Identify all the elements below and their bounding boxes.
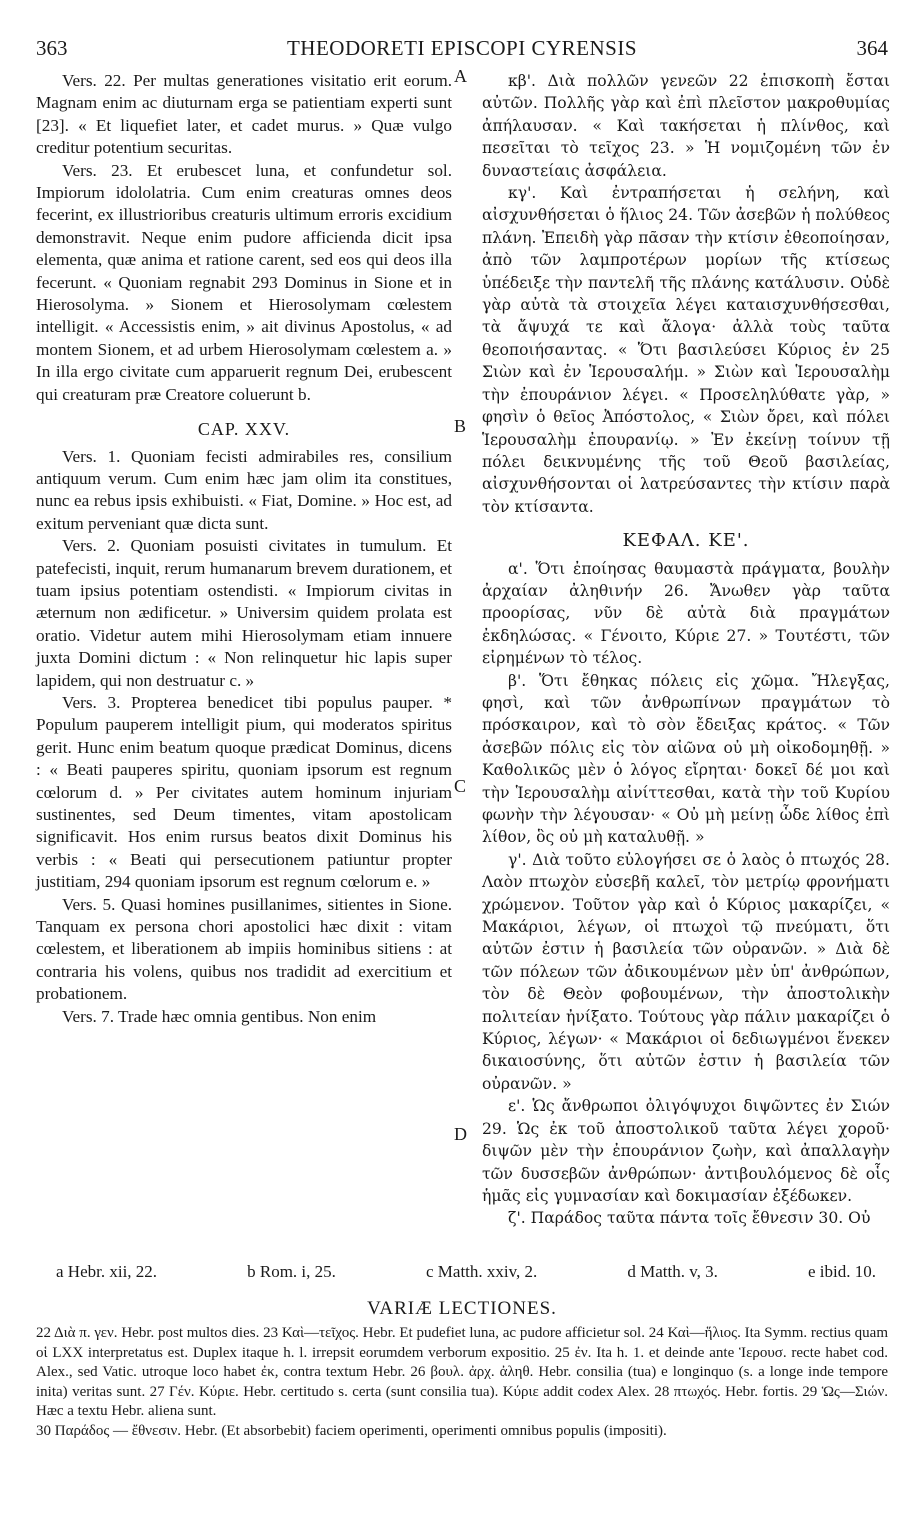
latin-paragraph: Vers. 1. Quoniam fecisti admirabiles res, consilium antiquum verum. Cum enim hæc jam olim ita constitues, nunc ea rebus ipsis exhibuisti. « Fiat, Domine. » Hoc est, ad exitum perveniant quæ dicta sunt.	[36, 446, 452, 533]
chapter-heading-latin: CAP. XXV.	[197, 419, 291, 440]
latin-column	[36, 70, 452, 1028]
page-header	[36, 36, 888, 64]
margin-letter: A	[454, 66, 467, 86]
latin-paragraph: Vers. 5. Quasi homines pusillanimes, sitientes in Sione. Tanquam ex persona chori apostolici hæc dixit : vitam cœlestem, et liberationem ab impiis hominibus sitiens : at contraria his volens, quibus nos tradidit ad exercitium et probationem.	[36, 894, 452, 1004]
running-title: THEODORETI EPISCOPI CYRENSIS	[286, 36, 638, 60]
latin-paragraph: Vers. 2. Quoniam posuisti civitates in tumulum. Et patefecisti, inquit, rerum humanarum brevem durationem, et tuam ipsius potentiam ostendisti. « Impiorum civitas in æternum non ædificetur. » Universim quidem prolata est oratio. Videtur autem mihi Hierosolymam etiam innuere juxta Domini dictum : « Non relinquetur hic lapis super lapidem, qui non destruatur c. »	[36, 536, 452, 690]
greek-paragraph: γ'. Διὰ τοῦτο εὐλογήσει σε ὁ λαὸς ὁ πτωχός 28. Λαὸν πτωχὸν εὐσεβῆ καλεῖ, τὸν μετρίῳ φρονήματι χρώμενον. Τοῦτον γὰρ καὶ ὁ Κύριος μακαρίζει, « Μακάριοι, λέγων, οἱ πτωχοὶ τῷ πνεύματι, ὅτι αὐτῶν ἐστιν ἡ βασιλεία τῶν οὐρανῶν. » Διὰ δὲ τῶν πόλεων τῶν ἀδικουμένων μὲν ὑπ' ἀνθρώπων, τὸν δὲ Θεὸν φοβουμένων, τὴν ἀποστολικὴν πολιτείαν ἠνίξατο. Τούτους γὰρ πάλιν μακαρίζει ὁ Κύριος, λέγων· « Μακάριοι οἱ δεδιωγμένοι ἕνεκεν δικαιοσύνης, ὅτι αὐτῶν ἐστιν ἡ βασιλεία τῶν οὐρανῶν. »	[482, 850, 890, 1093]
greek-paragraph: κβ'. Διὰ πολλῶν γενεῶν 22 ἐπισκοπὴ ἔσται αὐτῶν. Πολλῆς γὰρ καὶ ἐπὶ πλεῖστον μακροθυμίας ἀπήλαυσαν. « Καὶ τακήσεται ἡ πλίνθος, καὶ πεσεῖται τὸ τεῖχος 23. » Ἡ νομιζομένη τῶν ἐν δυναστείαις ἀσφάλεια.	[482, 72, 890, 180]
varia-lectiones	[36, 1324, 888, 1441]
footnote: d Matth. v, 3.	[627, 1262, 718, 1281]
margin-letter: B	[454, 416, 467, 436]
page-number-right: 364	[856, 36, 888, 60]
varia-paragraph: 30 Παράδος — ἔθνεσιν. Hebr. (Et absorbebit) faciem operimenti, operimenti omnibus populis (impositi).	[36, 1422, 667, 1439]
greek-paragraph: β'. Ὅτι ἔθηκας πόλεις εἰς χῶμα. Ἤλεγξας, φησὶ, καὶ τῶν ἀνθρωπίνων πραγμάτων τὸ πρόσκαιρον, καὶ τὸ σὸν ἔδειξας κράτος. « Τῶν ἀσεβῶν πόλις εἰς τὸν αἰῶνα οὐ μὴ οἰκοδομηθῇ. » Καθολικῶς μὲν ὁ λόγος εἴρηται· δοκεῖ δέ μοι καὶ τὴν Ἱερουσαλὴμ αἰνίττεσθαι, κατὰ τὴν τοῦ Κυρίου φωνὴν τὴν λέγουσαν· « Οὐ μὴ μείνῃ ὧδε λίθος ἐπὶ λίθον, ὃς οὐ μὴ καταλυθῇ. »	[482, 671, 890, 847]
footnotes	[56, 1262, 876, 1282]
footnote: c Matth. xxiv, 2.	[426, 1262, 538, 1281]
varia-paragraph: 22 Διὰ π. γεν. Hebr. post multos dies. 23 Καὶ—τεῖχος. Hebr. Et pudefiet luna, ac pudore afficietur sol. 24 Καὶ—ἥλιος. Ita Symm. rectius quam οἱ LXX interpretatus est. Duplex itaque h. l. irrepsit eorumdem verborum expositio. 25 ἐν. Ita h. 1. et deinde ante Ἱερουσ. recte habet cod. Alex., sed Vatic. utroque loco habet ἐκ, contra textum Hebr. 26 βουλ. ἀρχ. ἀληθ. Hebr. consilia (tua) e longinquo (s. a longe inde tempore inita) veritas sunt. 27 Γέν. Κύριε. Hebr. certitudo s. certa (sunt consilia tua). Κύριε addit codex Alex. 28 πτωχός. Hebr. fortis. 29 Ὡς—Σιών. Hæc a textu Hebr. aliena sunt.	[36, 1325, 888, 1419]
greek-paragraph: κγ'. Καὶ ἐντραπήσεται ἡ σελήνη, καὶ αἰσχυνθήσεται ὁ ἥλιος 24. Τῶν ἀσεβῶν ἡ πολύθεος πλάνη. Ἐπειδὴ γὰρ πᾶσαν τὴν κτίσιν ἐθεοποίησαν, ἀπὸ τῶν λαμπροτέρων μορίων τῆς κτίσεως ὑπέδειξε τὴν παντελῆ τῆς πλάνης κατάλυσιν. Οὐδὲ γὰρ αὐτὰ τὰ στοιχεῖα λέγει καταισχυνθήσεσθαι, τὰ ἄψυχά τε καὶ ἄλογα· ἀλλὰ τοὺς ταῦτα θεοποιήσαντας. « Ὅτι βασιλεύσει Κύριος ἐν 25 Σιὼν καὶ ἐν Ἱερουσαλήμ. » Σιὼν καὶ Ἱερουσαλὴμ τὴν ἐπουράνιον λέγει. « Προσεληλύθατε γὰρ, » φησὶν ὁ θεῖος Ἀπόστολος, « Σιὼν ὄρει, καὶ πόλει Ἱερουσαλὴμ ἐπουρανίῳ. » Ἐν ἐκείνῃ τοίνυν τῇ πόλει δεικνυμένης τῆς τοῦ Θεοῦ βασιλείας, αἰσχυνθήσονται οἱ λατρεύσαντες τὴν κτίσιν παρὰ τὸν κτίσαντα.	[482, 184, 890, 516]
margin-letter: C	[454, 776, 467, 796]
greek-column	[482, 70, 890, 1230]
latin-paragraph: Vers. 23. Et erubescet luna, et confundetur sol. Impiorum idololatria. Cum enim creaturas omnes deos fecerint, ex illustrioribus creaturis ultimum erroris excidium demonstravit. Neque enim pudore afficienda dicit ipsa elementa, quæ anima et ratione carent, sed eos qui deos illa fecerunt. « Quoniam regnabit 293 Dominus in Sione et in Hierosolyma. » Sionem et Hierosolymam cœlestem intelligit. « Accessistis enim, » ait divinus Apostolus, « ad montem Sionem, et ad urbem Hierosolymam cœlestem a. » In illa ergo civitate cum apparuerit regnum Dei, erubescent qui creaturam præ Creatore coluerunt b.	[36, 160, 452, 404]
footnote: a Hebr. xii, 22.	[56, 1262, 158, 1281]
footnote: b Rom. i, 25.	[247, 1262, 336, 1281]
greek-paragraph: ζ'. Παράδος ταῦτα πάντα τοῖς ἔθνεσιν 30. Οὐ	[508, 1209, 871, 1228]
page-number-left: 363	[36, 36, 68, 60]
varia-title: VARIÆ LECTIONES.	[367, 1298, 557, 1319]
footnote: e ibid. 10.	[807, 1262, 876, 1281]
greek-paragraph: ε'. Ὡς ἄνθρωποι ὀλιγόψυχοι διψῶντες ἐν Σιών 29. Ὡς ἐκ τοῦ ἀποστολικοῦ ταῦτα λέγει χοροῦ· διψῶν μὲν τὴν ἐπουράνιον ζωὴν, καὶ ἀπαλλαγὴν τῶν δυσσεβῶν ἀνθρώπων· ἀντιβουλόμενος δὲ οἷς ἡμᾶς εἰς γυμνασίαν καὶ δοκιμασίαν ἐξέδωκεν.	[482, 1097, 890, 1205]
greek-paragraph: α'. Ὅτι ἐποίησας θαυμαστὰ πράγματα, βουλὴν ἀρχαίαν ἀληθινήν 26. Ἄνωθεν γὰρ ταῦτα προορίσας, νῦν δὲ αὐτὰ διὰ πραγμάτων ἐκδηλώσας. « Γένοιτο, Κύριε 27. » Τουτέστι, τῶν εἰρημένων τὸ τέλος.	[482, 559, 890, 668]
latin-paragraph: Vers. 22. Per multas generationes visitatio erit eorum. Magnam enim ac diuturnam erga se patientiam experti sunt [23]. « Et liquefiet later, et cadet murus. » Quæ vulgo creditur potentium securitas.	[36, 71, 452, 158]
latin-paragraph: Vers. 3. Propterea benedicet tibi populus pauper. * Populum pauperem intelligit pium, qui moderatos spiritus gerit. Hunc enim beatum quoque prædicat Dominus, dicens : « Beati pauperes spiritu, quoniam ipsorum est regnum cœlorum d. » Per civitates autem hominum injuriam sustinentes, sed Deum timentes, vitam apostolicam significavit. Hos enim rursus beatos dixit Dominus his verbis : « Beati qui persecutionem patiuntur propter justitiam, 294 quoniam ipsorum est regnum cœlorum e. »	[36, 692, 452, 892]
margin-letter: D	[454, 1124, 467, 1144]
chapter-heading-greek: ΚΕΦΑΛ. ΚΕ'.	[622, 530, 750, 552]
latin-paragraph: Vers. 7. Trade hæc omnia gentibus. Non enim	[62, 1006, 377, 1026]
